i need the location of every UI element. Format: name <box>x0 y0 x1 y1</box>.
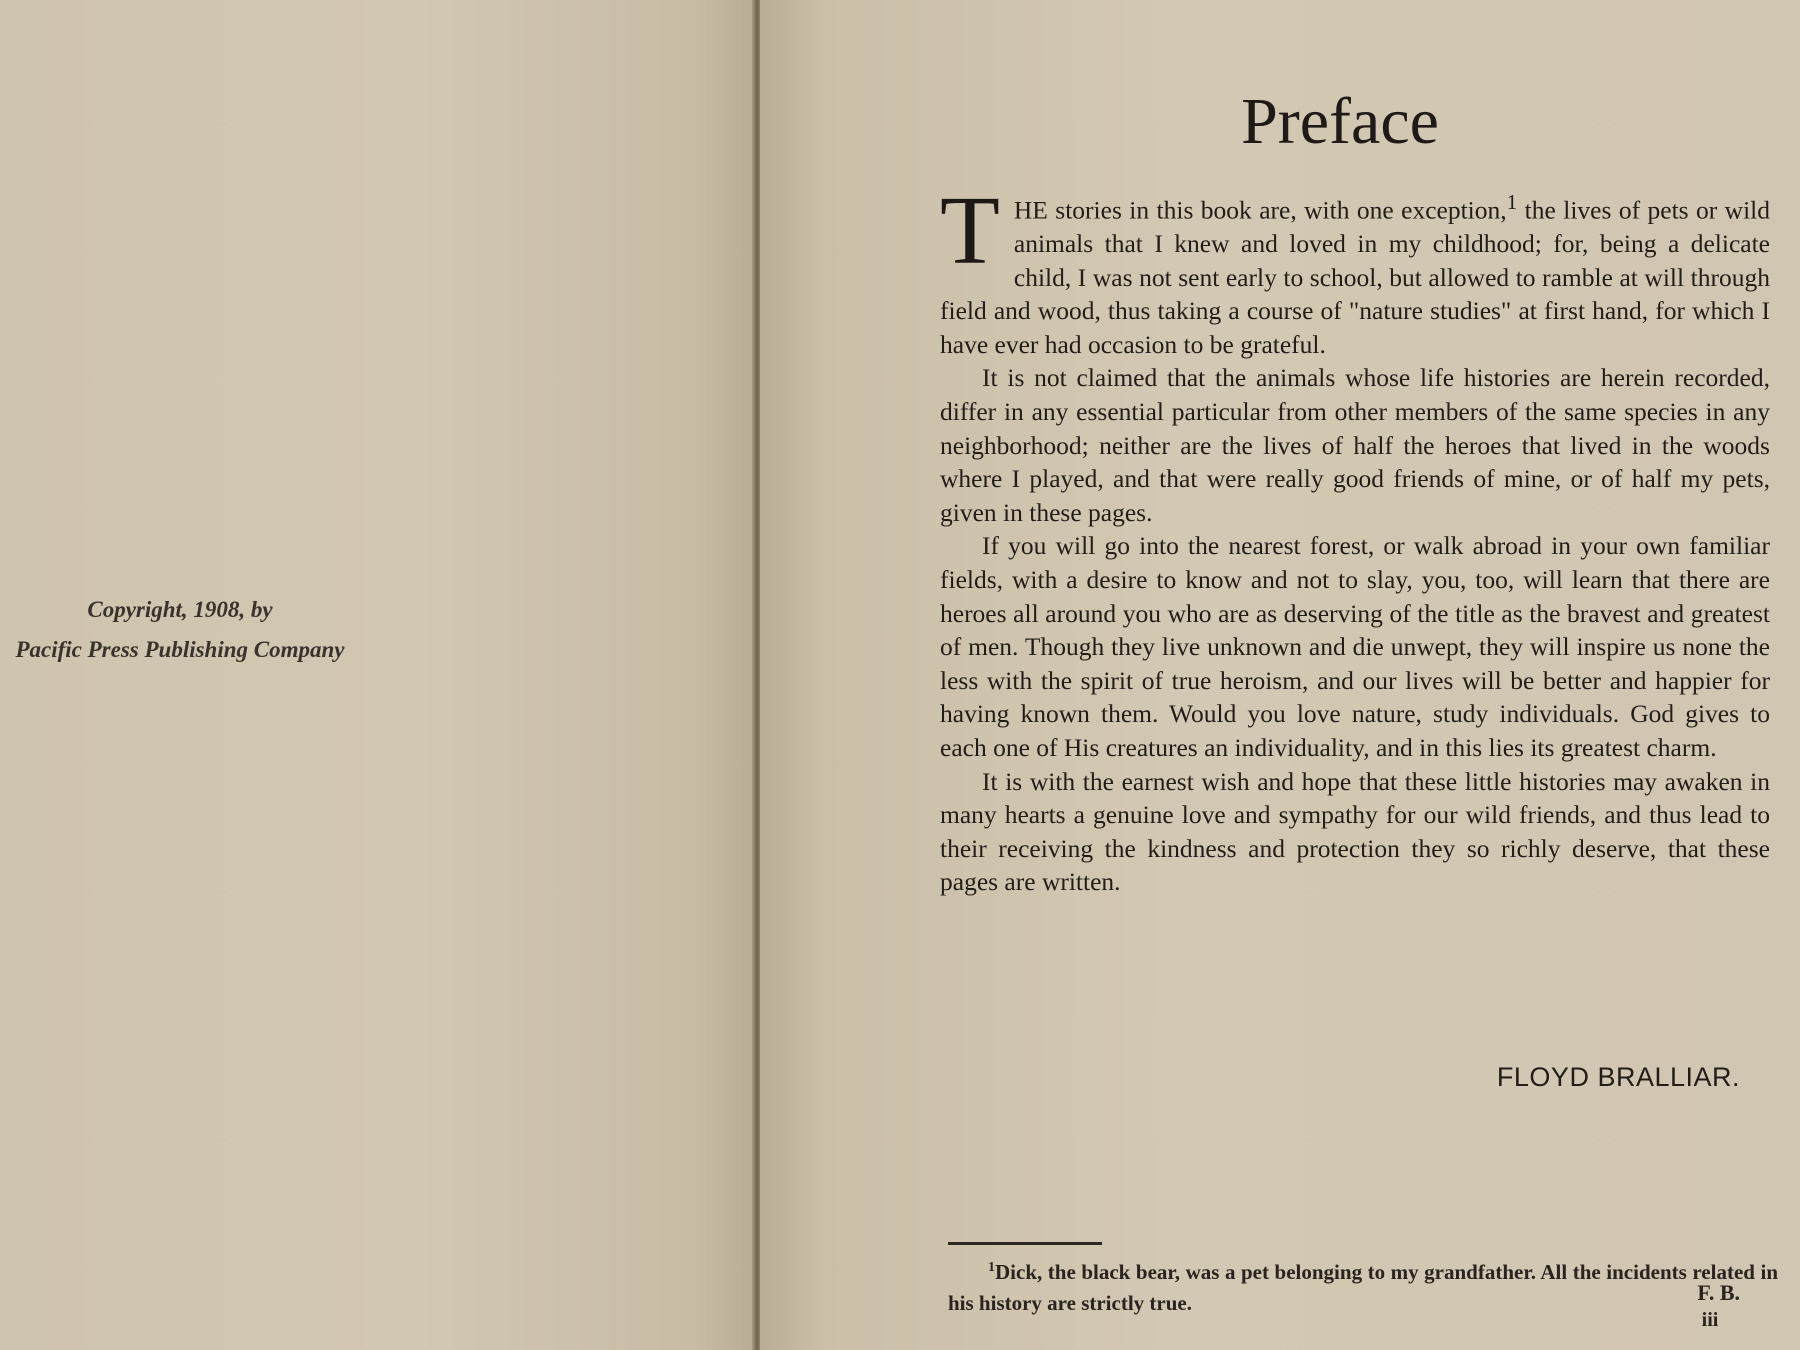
left-page <box>0 0 756 1350</box>
paragraph-1-rest: the lives of pets or wild animals that I knew and loved in my childhood; for, being a delicate child, I was not sent early to school, but allowed to ramble at will through field and wood, thus taking a course of "nature studies" at first hand, for which I have ever had occasion to be grateful. <box>940 195 1770 359</box>
footnote-reference: 1 <box>1506 190 1518 214</box>
footnote-initials: F. B. <box>1697 1280 1740 1305</box>
footnote-divider <box>948 1242 1102 1245</box>
paragraph-3: If you will go into the nearest forest, or walk abroad in your own familiar fields, with a desire to know and not to slay, you, too, will learn that there are heroes all around you who are as deserving of the title as the bravest and greatest of men. Though they live unknown and die unwept, they will inspire us none the less with the spirit of true heroism, and our lives will be better and happier for having known them. Would you love nature, study individuals. God gives to each one of His creatures an individuality, and in this lies its greatest charm. <box>940 531 1770 762</box>
footnote-text: Dick, the black bear, was a pet belonging to my grandfather. All the incidents related in his history are strictly true. <box>948 1260 1778 1315</box>
page-number: iii <box>1701 1309 1719 1331</box>
paragraph-1-start: HE stories in this book are, with one exception, <box>1013 195 1507 225</box>
page-title: Preface <box>1241 85 1439 158</box>
author-signature: FLOYD BRALLIAR. <box>1496 1062 1740 1092</box>
paragraph-1 <box>940 177 1770 361</box>
drop-cap: T <box>940 177 1000 285</box>
footnote-marker: 1 <box>988 1260 995 1275</box>
copyright-line: Copyright, 1908, by <box>87 597 273 622</box>
paragraph-2: It is not claimed that the animals whose life histories are herein recorded, differ in any essential particular from other members of the same species in any neighborhood; neither are the lives of half the heroes that lived in the woods where I played, and that were really good friends of mine, or of half my pets, given in these pages. <box>940 363 1770 527</box>
publisher-line: Pacific Press Publishing Company <box>15 637 345 662</box>
copyright-notice <box>0 590 360 670</box>
paragraph-4: It is with the earnest wish and hope that these little histories may awaken in many hearts a genuine love and sympathy for our wild friends, and thus lead to their receiving the kindness and protection they so richly deserve, that these pages are written. <box>940 766 1770 897</box>
preface-body <box>940 177 1770 899</box>
